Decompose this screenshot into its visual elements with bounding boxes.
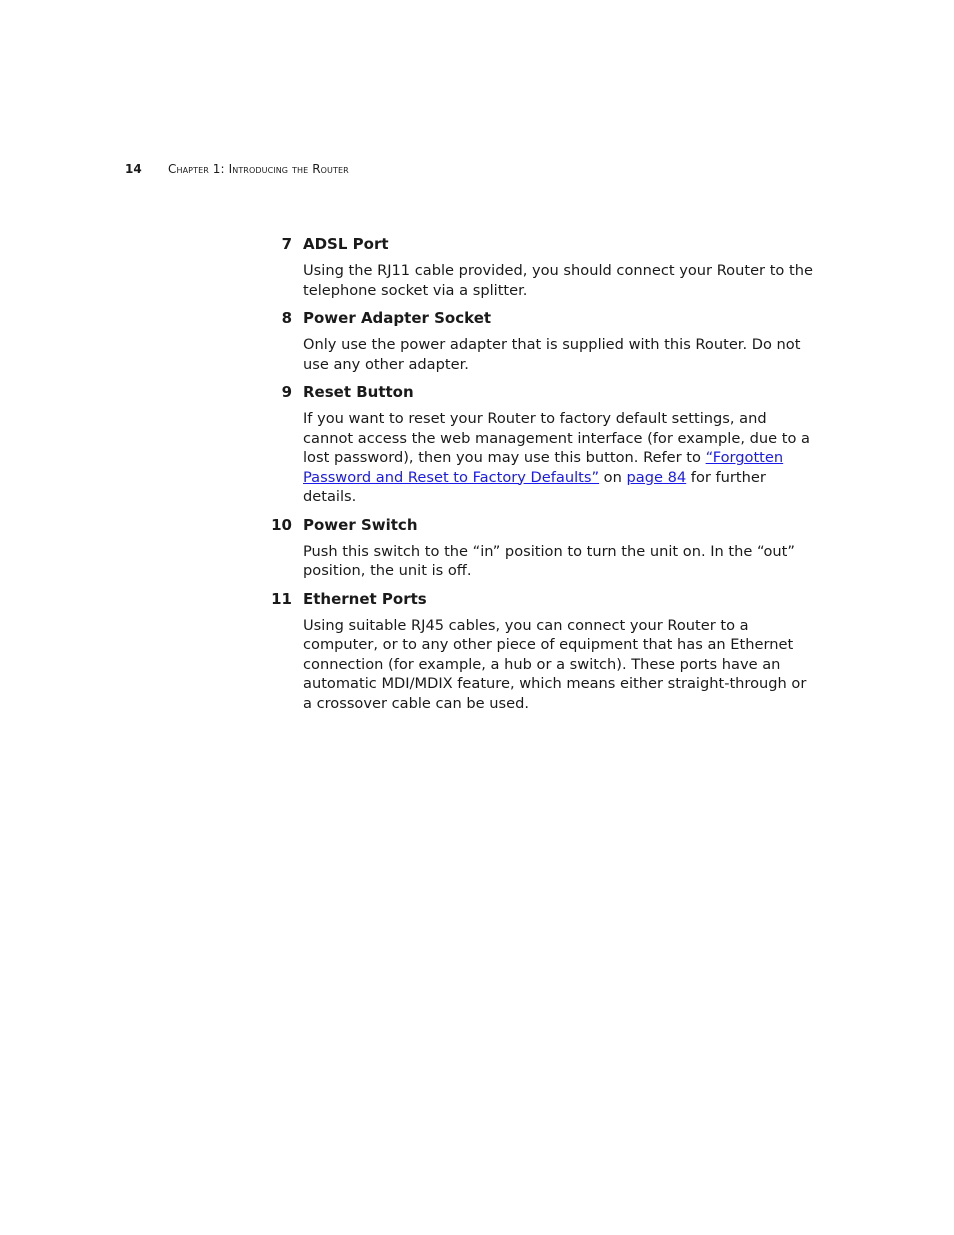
- item-number: 10: [271, 515, 292, 534]
- item-power-adapter-socket: [260, 308, 820, 374]
- item-number: 9: [281, 383, 292, 401]
- item-heading: [260, 234, 820, 254]
- page-number: 14: [125, 162, 142, 176]
- page-84-link[interactable]: page 84: [626, 468, 687, 486]
- item-title: Power Switch: [303, 515, 418, 534]
- main-content: [260, 234, 820, 721]
- item-number: 11: [271, 589, 292, 608]
- running-header: [125, 160, 349, 178]
- item-body-text: for further details.: [303, 468, 766, 505]
- item-reset-button: [260, 382, 820, 507]
- chapter-title: Chapter 1: Introducing the Router: [168, 162, 349, 176]
- item-body: [303, 409, 818, 507]
- item-number: 8: [281, 309, 292, 327]
- item-ethernet-ports: [260, 589, 820, 714]
- forgotten-password-link[interactable]: “Forgotten Password and Reset to Factory Defaults”: [303, 449, 784, 486]
- item-heading: [260, 382, 820, 402]
- item-body: Push this switch to the “in” position to turn the unit on. In the “out” position, the unit is off.: [303, 542, 795, 579]
- item-body-text: If you want to reset your Router to factory default settings, and cannot access the web management interface (for example, due to a lost password), then you may use this button. Refer to: [303, 410, 810, 466]
- item-body: Using suitable RJ45 cables, you can connect your Router to a computer, or to any other piece of equipment that has an Ethernet connection (for example, a hub or a switch). These ports have an automatic MDI/MDIX feature, which means either straight-through or a crossover cable can be used.: [303, 616, 807, 712]
- item-title: Reset Button: [303, 383, 414, 401]
- item-heading: [260, 308, 820, 328]
- item-body-text: on: [599, 468, 627, 486]
- item-power-switch: [260, 515, 820, 581]
- item-heading: [260, 515, 820, 535]
- item-number: 7: [281, 235, 292, 253]
- item-title: ADSL Port: [303, 235, 389, 253]
- item-adsl-port: [260, 234, 820, 300]
- item-body: Only use the power adapter that is supplied with this Router. Do not use any other adapter.: [303, 336, 801, 373]
- item-title: Ethernet Ports: [303, 589, 427, 608]
- item-title: Power Adapter Socket: [303, 309, 492, 327]
- item-body: Using the RJ11 cable provided, you should connect your Router to the telephone socket via a splitter.: [303, 262, 813, 299]
- item-heading: [260, 589, 820, 609]
